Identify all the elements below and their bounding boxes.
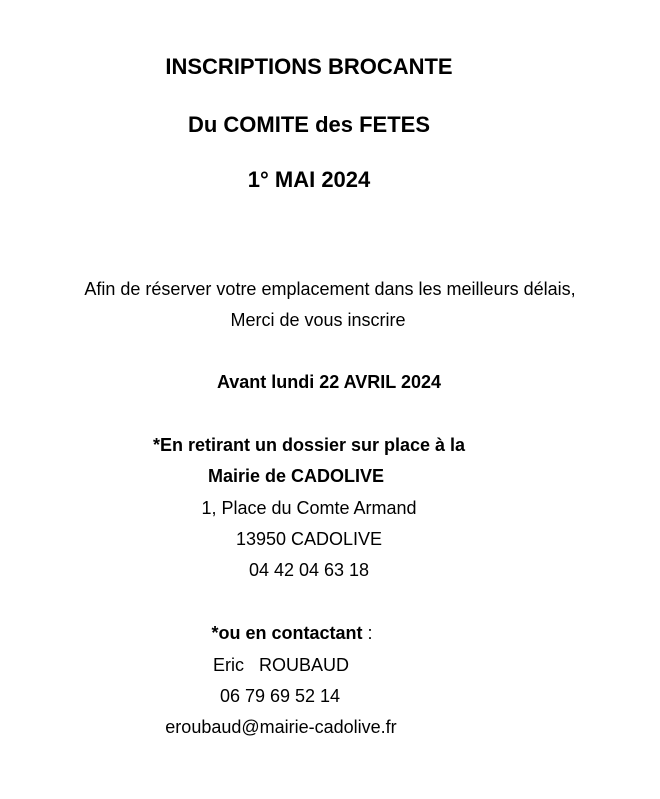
- option1-heading: *En retirant un dossier sur place à la: [152, 435, 466, 455]
- document-title: INSCRIPTIONS BROCANTE: [165, 54, 453, 79]
- deadline: Avant lundi 22 AVRIL 2024: [216, 372, 442, 392]
- contact-name: Eric ROUBAUD: [212, 655, 349, 675]
- intro-line-2: Merci de vous inscrire: [230, 310, 406, 330]
- contact-email-link[interactable]: eroubaud@mairie-cadolive.fr: [165, 717, 397, 737]
- option2-heading-colon: :: [362, 623, 373, 643]
- mairie-phone: 04 42 04 63 18: [248, 560, 370, 580]
- option2-heading: [0, 623, 584, 644]
- mairie-city: 13950 CADOLIVE: [235, 529, 383, 549]
- mairie-name: Mairie de CADOLIVE: [207, 466, 385, 486]
- event-date: 1° MAI 2024: [247, 167, 371, 192]
- organizer-line: Du COMITE des FETES: [187, 112, 431, 137]
- contact-phone: 06 79 69 52 14: [219, 686, 341, 706]
- intro-line-1: Afin de réserver votre emplacement dans les meilleurs délais,: [84, 279, 576, 299]
- mairie-address: 1, Place du Comte Armand: [201, 498, 417, 518]
- option2-heading-label: *ou en contactant: [211, 623, 363, 643]
